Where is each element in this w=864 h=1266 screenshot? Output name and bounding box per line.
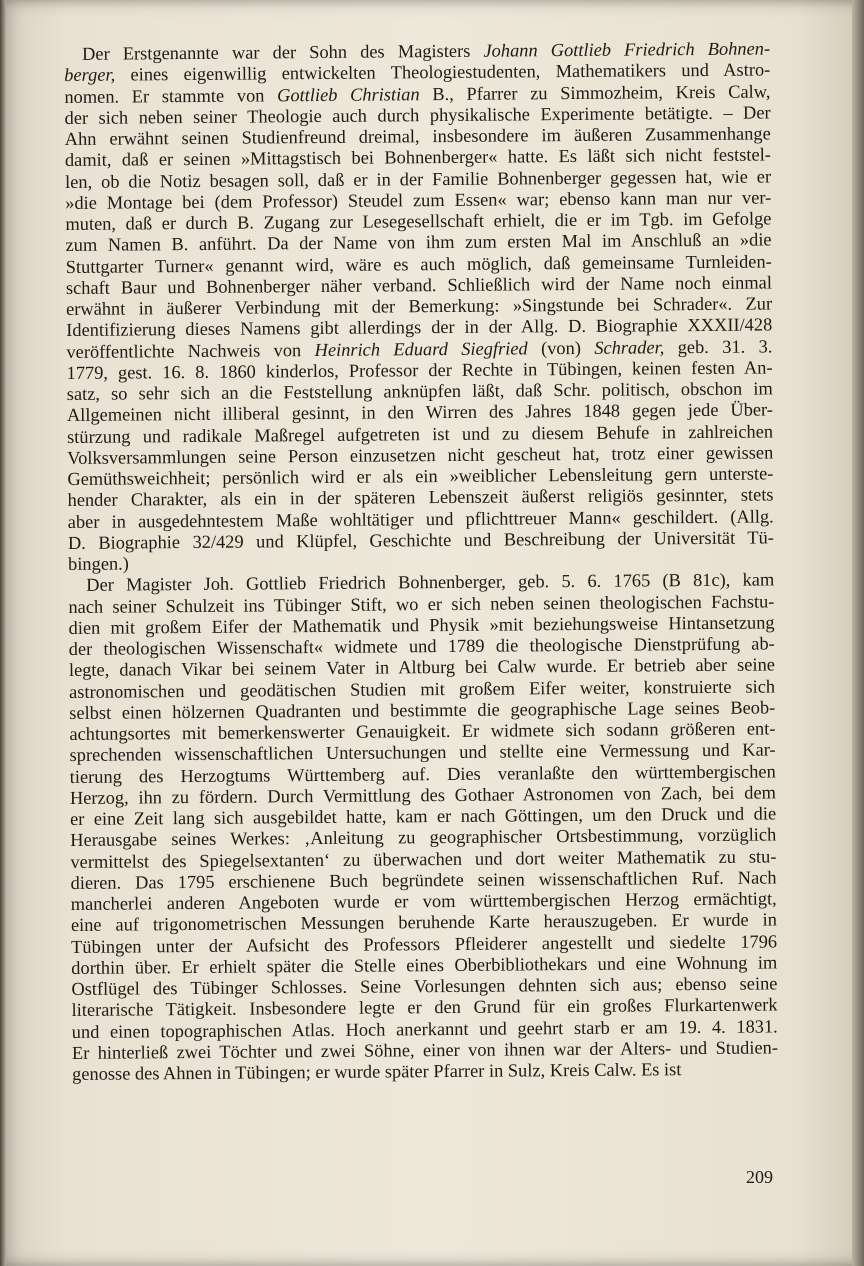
text-line: veröffentlichte Nachweis von Heinrich Eduard Siegfried (von) Schrader, geb. 31. 3. (66, 335, 773, 362)
text-line: muten, daß er durch B. Zugang zur Lesegesellschaft erhielt, die er im Tgb. im Gefolge (65, 208, 772, 234)
text-line: Tübingen unter der Aufsicht des Professors Pfleiderer angestellt und siedelte 1796 (71, 930, 778, 957)
text-line: Identifizierung dieses Namens gibt allerdings der in der Allg. D. Biographie XXXII/428 (66, 314, 773, 341)
text-line: selbst einen hölzernen Quadranten und bestimmte die geographische Lage seines Beob- (69, 697, 776, 723)
text-line: sprechenden wissenschaftlichen Untersuchungen und stellte eine Vermessung und Kar- (69, 739, 776, 766)
page-binding-shadow (0, 0, 6, 1266)
text-line: Ostflügel des Tübinger Schlosses. Seine Vorlesungen dehnten sich aus; ebenso seine (71, 973, 778, 999)
text-line: und einen topographischen Atlas. Hoch anerkannt und geehrt starb er am 19. 4. 1831. (71, 1015, 778, 1042)
text-line: tierung des Herzogtums Württemberg auf. Dies veranlaßte den württembergischen (69, 760, 776, 787)
text-line: erwähnt in äußerer Verbindung mit der Bemerkung: »Singstunde bei Schrader«. Zur (66, 293, 773, 319)
text-line: astronomischen und geodätischen Studien mit großem Eifer weiter, konstruierte sich (69, 675, 776, 702)
text-line: genosse des Ahnen in Tübingen; er wurde später Pfarrer in Sulz, Kreis Calw. Es ist (72, 1059, 682, 1084)
text-line: Der Magister Joh. Gottlieb Friedrich Bohnenberger, geb. 5. 6. 1765 (B 81c), kam (86, 569, 775, 596)
text-line: der sich neben seiner Theologie auch durch physikalische Experimente betätigte. – Der (64, 102, 771, 128)
text-line: Herausgabe seines Werkes: ‚Anleitung zu geographischer Ortsbestimmung, vorzüglich (70, 824, 777, 851)
text-line: berger, eines eigenwillig entwickelten Theologiestudenten, Mathematikers und Astro- (64, 59, 771, 86)
body-text (64, 38, 778, 1085)
text-line: legte, danach Vikar bei seinem Vater in Altburg bei Calw wurde. Er betrieb aber seine (68, 654, 775, 681)
text-line: schaft Baur und Bohnenberger näher verband. Schließlich wird der Name noch einmal (65, 272, 772, 298)
text-line: mancherlei anderen Angeboten wurde er vom württembergischen Herzog ermächtigt, (70, 888, 777, 914)
text-line: hender Charakter, als ein in der späteren Lebenszeit äußerst religiös gesinnter, stets (67, 484, 774, 511)
text-line: »die Montage bei (dem Professor) Steudel zum Essen« war; ebenso kann man nur ver- (65, 187, 772, 213)
text-line: der theologischen Wissenschaft« widmete und 1789 die theologische Dienstprüfung ab- (68, 633, 775, 659)
text-line: nomen. Er stammte von Gottlieb Christian B., Pfarrer zu Simmozheim, Kreis Calw, (64, 80, 771, 107)
text-line: dien mit großem Eifer der Mathematik und Physik »mit beziehungsweise Hintansetzung (68, 612, 775, 638)
text-line: achtungsortes mit bemerkenswerter Genauigkeit. Er widmete sich sodann größeren ent- (69, 718, 776, 744)
text-line: zum Namen B. anführt. Da der Name von ihm zum ersten Mal im Anschluß an »die (65, 229, 772, 256)
text-line: literarische Tätigkeit. Insbesondere legte er den Grund für ein großes Flurkartenwerk (71, 994, 778, 1021)
text-line: Der Erstgenannte war der Sohn des Magisters Johann Gottlieb Friedrich Bohnen- (81, 38, 771, 64)
text-line: Herzog, ihn zu fördern. Durch Vermittlung des Gothaer Astronomen von Zach, bei dem (69, 782, 776, 808)
text-line: er eine Zeit lang sich ausgebildet hatte, kam er nach Göttingen, um den Druck und die (70, 803, 777, 829)
text-line: dorthin über. Er erhielt später die Stelle eines Oberbibliothekars und eine Wohnung im (71, 952, 778, 978)
text-line: dieren. Das 1795 erschienene Buch begründete seinen wissenschaftlichen Ruf. Nach (70, 867, 777, 893)
text-line: aber in ausgedehntestem Maße wohltätiger und pflichttreuer Mann« geschildert. (Allg. (67, 505, 774, 532)
paragraph-1 (64, 38, 774, 575)
text-line: len, ob die Notiz besagen soll, daß er in der Familie Bohnenberger gegessen hat, wie er (65, 165, 772, 192)
page-edge (852, 0, 864, 1266)
text-line: Stuttgarter Turner« genannt wird, wäre es auch möglich, daß gemeinsame Turnleiden- (65, 250, 772, 277)
text-line: bingen.) (68, 553, 129, 574)
text-line: stürzung und radikale Maßregel aufgetreten ist und zu diesem Behufe in zahlreichen (67, 420, 774, 447)
page-number: 209 (746, 1167, 773, 1187)
text-line: Volksversammlungen seine Person einzusetzen nicht gescheut hat, trotz einer gewissen (67, 442, 774, 468)
text-line: satz, so sehr sich an die Feststellung anknüpfen läßt, daß Schr. politisch, obschon im (66, 378, 773, 404)
text-line: 1779, gest. 16. 8. 1860 kinderlos, Professor der Rechte in Tübingen, keinen festen An- (66, 357, 773, 383)
paragraph-2 (68, 570, 778, 1086)
text-line: damit, daß er seinen »Mittagstisch bei Bohnenberger« hatte. Es läßt sich nicht feststel- (64, 144, 771, 171)
text-line: nach seiner Schulzeit ins Tübinger Stift, wo er sich neben seinen theologischen Fachstu- (68, 590, 775, 617)
text-line: eine auf trigonometrischen Messungen beruhende Karte herauszugeben. Er wurde in (70, 909, 777, 936)
text-line: Gemüthsweichheit; persönlich wird er als ein »weiblicher Lebensleitung gern unterste- (67, 463, 774, 489)
text-line: vermittelst des Spiegelsextanten‘ zu überwachen und dort weiter Mathematik zu stu- (70, 845, 777, 872)
text-line: Er hinterließ zwei Töchter und zwei Söhne, einer von ihnen war der Alters- und Studien- (71, 1037, 778, 1063)
text-line: Allgemeinen nicht illiberal gesinnt, in den Wirren des Jahres 1848 gegen jede Über- (66, 399, 773, 426)
text-line: D. Biographie 32/429 und Klüpfel, Geschichte und Beschreibung der Universität Tü- (67, 527, 774, 553)
text-line: Ahn erwähnt seinen Studienfreund dreimal, insbesondere im äußeren Zusammenhange (64, 123, 771, 149)
